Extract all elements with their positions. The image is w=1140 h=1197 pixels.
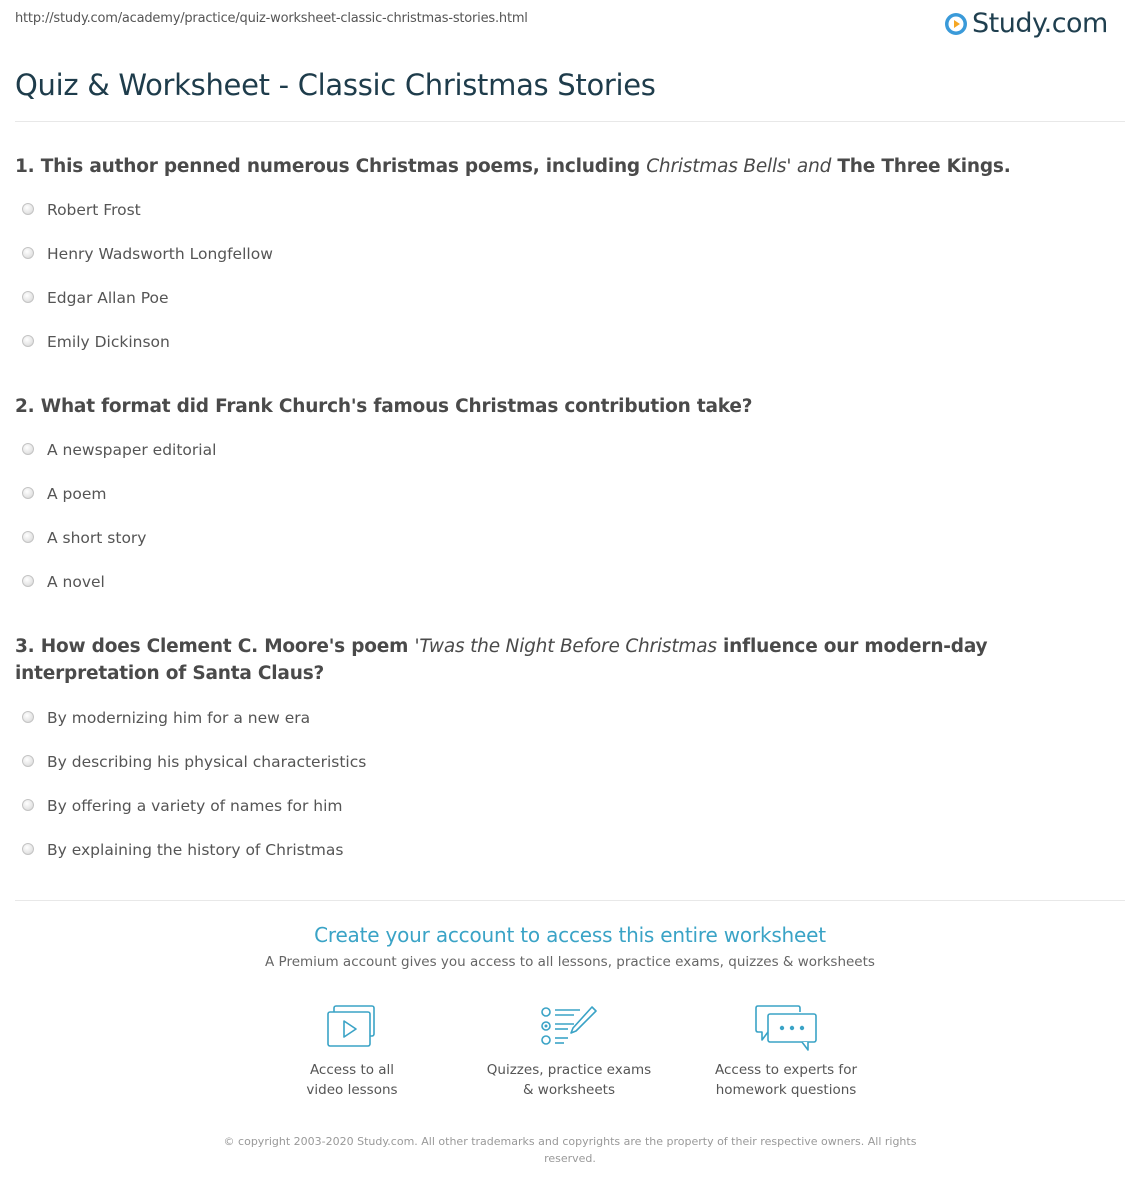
radio-button[interactable] <box>22 247 34 259</box>
answer-option[interactable]: A short story <box>22 526 146 550</box>
cta-subtitle: A Premium account gives you access to all lessons, practice exams, quizzes & worksheets <box>265 954 875 970</box>
play-circle-icon <box>944 12 968 36</box>
radio-button[interactable] <box>22 335 34 347</box>
question-2: 2. What format did Frank Church's famous Christmas contribution take? <box>15 396 753 417</box>
answer-option[interactable]: A novel <box>22 570 105 594</box>
page-title: Quiz & Worksheet - Classic Christmas Stories <box>15 68 656 102</box>
study-logo[interactable] <box>944 8 1108 39</box>
create-account-link[interactable]: Create your account to access this entire worksheet <box>314 923 826 947</box>
quiz-checklist-icon <box>540 1004 598 1050</box>
feature-label: Quizzes, practice exams & worksheets <box>486 1062 652 1098</box>
radio-button[interactable] <box>22 291 34 303</box>
answer-option[interactable]: Edgar Allan Poe <box>22 286 169 310</box>
answer-option[interactable]: By modernizing him for a new era <box>22 706 310 730</box>
radio-button[interactable] <box>22 203 34 215</box>
feature-label: Access to all video lessons <box>306 1062 398 1098</box>
answer-option[interactable]: By offering a variety of names for him <box>22 794 342 818</box>
answer-option[interactable]: A poem <box>22 482 107 506</box>
radio-button[interactable] <box>22 711 34 723</box>
answer-option[interactable]: Henry Wadsworth Longfellow <box>22 242 273 266</box>
page-url: http://study.com/academy/practice/quiz-worksheet-classic-christmas-stories.html <box>15 11 528 26</box>
answer-option[interactable]: Emily Dickinson <box>22 330 170 354</box>
radio-button[interactable] <box>22 443 34 455</box>
feature-video-lessons <box>252 1004 452 1100</box>
radio-button[interactable] <box>22 487 34 499</box>
title-divider <box>15 121 1125 122</box>
radio-button[interactable] <box>22 755 34 767</box>
question-3: 3. How does Clement C. Moore's poem 'Twas the Night Before Christmas influence our modern-day interpretation of Santa Claus? <box>15 636 988 684</box>
section-divider <box>15 900 1125 901</box>
answer-option[interactable]: A newspaper editorial <box>22 438 216 462</box>
radio-button[interactable] <box>22 531 34 543</box>
radio-button[interactable] <box>22 843 34 855</box>
radio-button[interactable] <box>22 799 34 811</box>
feature-experts <box>686 1004 886 1100</box>
radio-button[interactable] <box>22 575 34 587</box>
question-1: 1. This author penned numerous Christmas poems, including Christmas Bells' and The Three Kings. <box>15 156 1011 177</box>
copyright-notice: © copyright 2003-2020 Study.com. All other trademarks and copyrights are the property of their respective owners. All rights reserved. <box>223 1135 917 1165</box>
video-lessons-icon <box>326 1004 378 1050</box>
logo-text: Study.com <box>972 8 1108 39</box>
answer-option[interactable]: By describing his physical characteristics <box>22 750 366 774</box>
answer-option[interactable]: By explaining the history of Christmas <box>22 838 343 862</box>
feature-quizzes <box>469 1004 669 1100</box>
answer-option[interactable]: Robert Frost <box>22 198 141 222</box>
feature-label: Access to experts for homework questions <box>714 1062 857 1098</box>
chat-bubbles-icon <box>754 1004 818 1054</box>
